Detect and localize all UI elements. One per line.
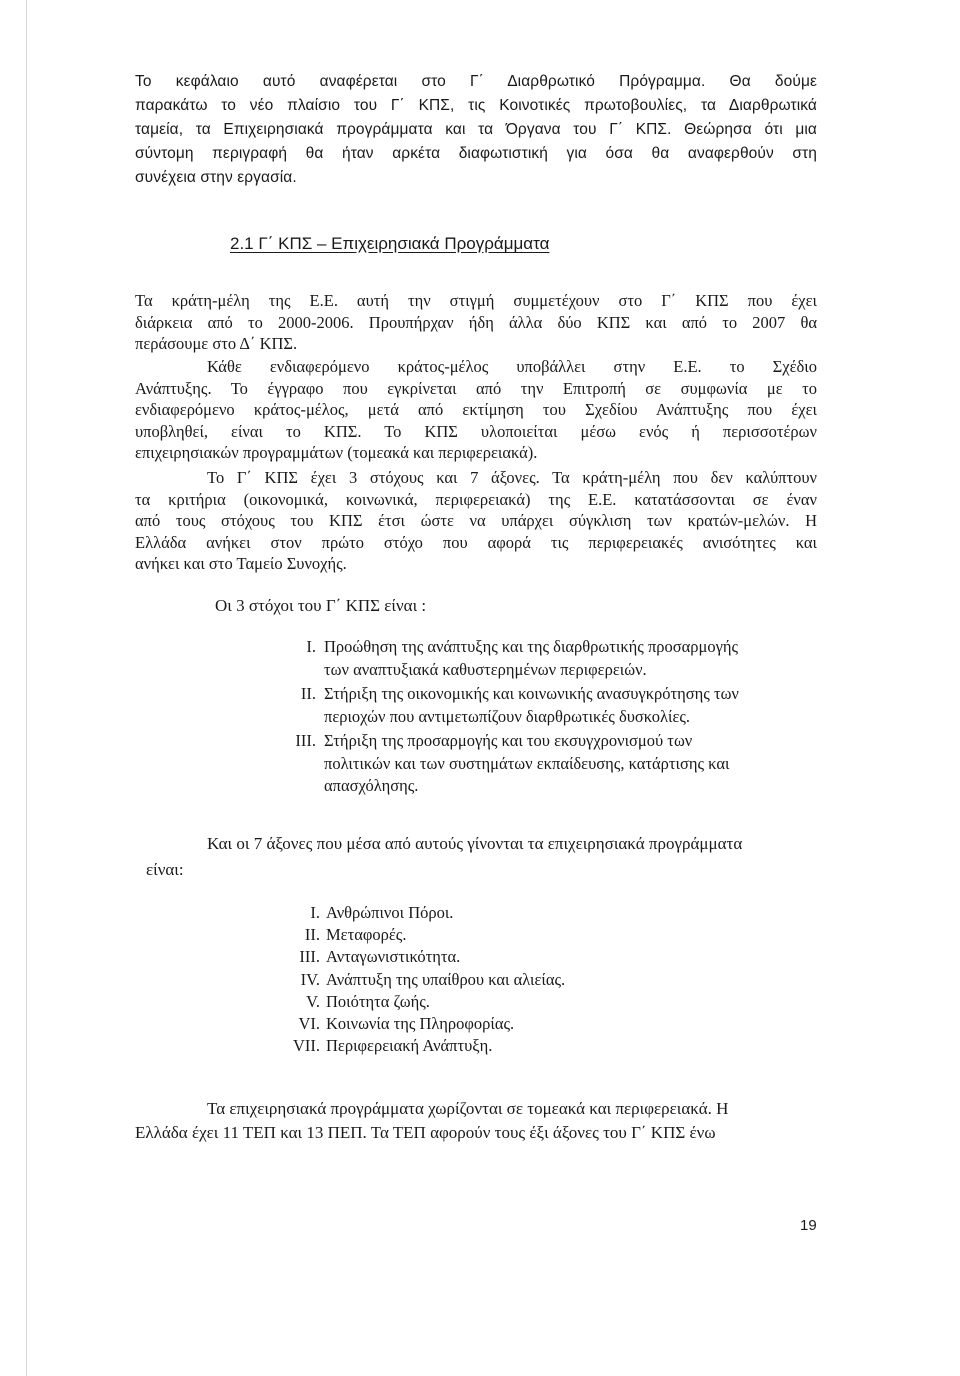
goals-intro: Οι 3 στόχοι του Γ΄ ΚΠΣ είναι : <box>215 596 427 615</box>
intro-paragraph <box>135 70 817 190</box>
intro-line: συνέχεια στην εργασία. <box>135 169 297 186</box>
axis-item <box>250 902 650 924</box>
goal-line: των αναπτυξιακά καθυστερημένων περιφερειών. <box>324 659 647 679</box>
paragraph-line: Κάθε ενδιαφερόμενο κράτος-μέλος υποβάλλει στην Ε.Ε. το Σχέδιο <box>207 357 817 376</box>
goals-list <box>260 636 820 798</box>
axis-number: V. <box>306 991 320 1011</box>
axis-item <box>250 969 650 991</box>
paragraph-line: Το Γ΄ ΚΠΣ έχει 3 στόχους και 7 άξονες. Τα κράτη-μέλη που δεν καλύπτουν <box>207 468 817 487</box>
intro-line: Το κεφάλαιο αυτό αναφέρεται στο Γ΄ Διαρθρωτικό Πρόγραμμα. Θα δούμε <box>135 73 817 90</box>
goal-number: III. <box>295 731 316 750</box>
axis-label: Ανάπτυξη της υπαίθρου και αλιείας. <box>326 969 566 989</box>
axis-label: Ανταγωνιστικότητα. <box>326 947 461 967</box>
axis-item <box>250 924 650 946</box>
paragraph-line: Ανάπτυξης. Το έγγραφο που εγκρίνεται από την Επιτροπή σε συμφωνία με το <box>135 378 817 398</box>
goal-item <box>260 636 820 681</box>
goal-line: πολιτικών και των συστημάτων εκπαίδευσης, κατάρτισης και <box>324 753 730 773</box>
intro-line: σύντομη περιγραφή θα ήταν αρκέτα διαφωτιστική για όσα θα αναφερθούν στη <box>135 145 817 162</box>
axis-number: III. <box>299 947 320 967</box>
axis-label: Ποιότητα ζωής. <box>326 991 430 1011</box>
paragraph-line: Τα επιχειρησιακά προγράμματα χωρίζονται σε τομεακά και περιφερειακά. Η <box>207 1099 729 1118</box>
axis-number: I. <box>310 903 320 922</box>
axis-label: Μεταφορές. <box>326 925 407 945</box>
axis-label: Κοινωνία της Πληροφορίας. <box>326 1014 515 1034</box>
paragraph-operational-programs <box>135 1097 819 1145</box>
paragraph-goals-axes <box>135 467 817 575</box>
paragraph-line: ανήκει και στο Ταμείο Συνοχής. <box>135 554 347 573</box>
axis-number: VI. <box>298 1014 320 1034</box>
section-heading: 2.1 Γ΄ ΚΠΣ – Επιχειρησιακά Προγράμματα <box>230 234 550 253</box>
paragraph-member-states <box>135 290 817 355</box>
axis-number: IV. <box>300 969 320 989</box>
goal-item <box>260 730 820 798</box>
axis-item <box>250 991 650 1013</box>
axis-number: VII. <box>292 1036 320 1056</box>
paragraph-line: τα κριτήρια (οικονομικά, κοινωνικά, περιφερειακά) της Ε.Ε. κατατάσσονται σε έναν <box>135 489 817 509</box>
goal-line: Στήριξη της οικονομικής και κοινωνικής ανασυγκρότησης των <box>324 684 739 703</box>
intro-line: ταμεία, τα Επιχειρησιακά προγράμματα και τα Όργανα του Γ΄ ΚΠΣ. Θεώρησα ότι μια <box>135 121 817 138</box>
paragraph-line: ενδιαφερόμενο κράτος-μέλος, μετά από εκτίμηση του Σχεδίου Ανάπτυξης που έχει <box>135 400 817 419</box>
goal-line: Προώθηση της ανάπτυξης και της διαρθρωτικής προσαρμογής <box>324 637 739 656</box>
paragraph-line: επιχειρησιακών προγραμμάτων (τομεακά και περιφερειακά). <box>135 443 538 462</box>
paragraph-line: Τα κράτη-μέλη της Ε.Ε. αυτή την στιγμή συμμετέχουν στο Γ΄ ΚΠΣ που έχει <box>135 291 817 310</box>
page-number: 19 <box>800 1217 817 1234</box>
paragraph-development-plan <box>135 356 817 464</box>
axis-item <box>250 946 650 968</box>
intro-line: παρακάτω το νέο πλαίσιο του Γ΄ ΚΠΣ, τις Κοινοτικές πρωτοβουλίες, τα Διαρθρωτικά <box>135 97 817 114</box>
paragraph-line: υποβληθεί, είναι το ΚΠΣ. Το ΚΠΣ υλοποιείται μέσω ενός ή περισσοτέρων <box>135 421 817 441</box>
goal-number: I. <box>306 637 316 656</box>
goal-number: II. <box>300 684 316 703</box>
goal-line: περιοχών που αντιμετωπίζουν διαρθρωτικές δυσκολίες. <box>324 706 691 726</box>
axes-intro: Και οι 7 άξονες που μέσα από αυτούς γίνονται τα επιχειρησιακά προγράμματα <box>207 834 743 853</box>
axis-number: II. <box>304 925 320 945</box>
axes-list <box>250 902 650 1057</box>
axis-label: Ανθρώπινοι Πόροι. <box>326 903 454 922</box>
goal-line: Στήριξη της προσαρμογής και του εκσυγχρονισμού των <box>324 731 693 750</box>
axis-item <box>250 1035 650 1057</box>
axis-item <box>250 1013 650 1035</box>
paragraph-line: διάρκεια από το 2000-2006. Προυπήρχαν ήδη άλλα δύο ΚΠΣ και από το 2007 θα <box>135 312 817 332</box>
axes-intro-tail: είναι: <box>146 860 184 879</box>
paragraph-line: Ελλάδα ανήκει στον πρώτο στόχο που αφορά τις περιφερειακές ανισότητες και <box>135 532 817 552</box>
paragraph-line: από τους στόχους του ΚΠΣ έτσι ώστε να υπάρχει σύγκλιση των κρατών-μελών. Η <box>135 511 817 530</box>
axis-label: Περιφερειακή Ανάπτυξη. <box>326 1036 493 1056</box>
paragraph-line: περάσουμε στο Δ΄ ΚΠΣ. <box>135 334 298 353</box>
scan-edge-line <box>26 0 27 1376</box>
paragraph-line: Ελλάδα έχει 11 ΤΕΠ και 13 ΠΕΠ. Τα ΤΕΠ αφορούν τους έξι άξονες του Γ΄ ΚΠΣ ένω <box>135 1123 716 1142</box>
goal-item <box>260 683 820 728</box>
goal-line: απασχόλησης. <box>324 776 419 795</box>
